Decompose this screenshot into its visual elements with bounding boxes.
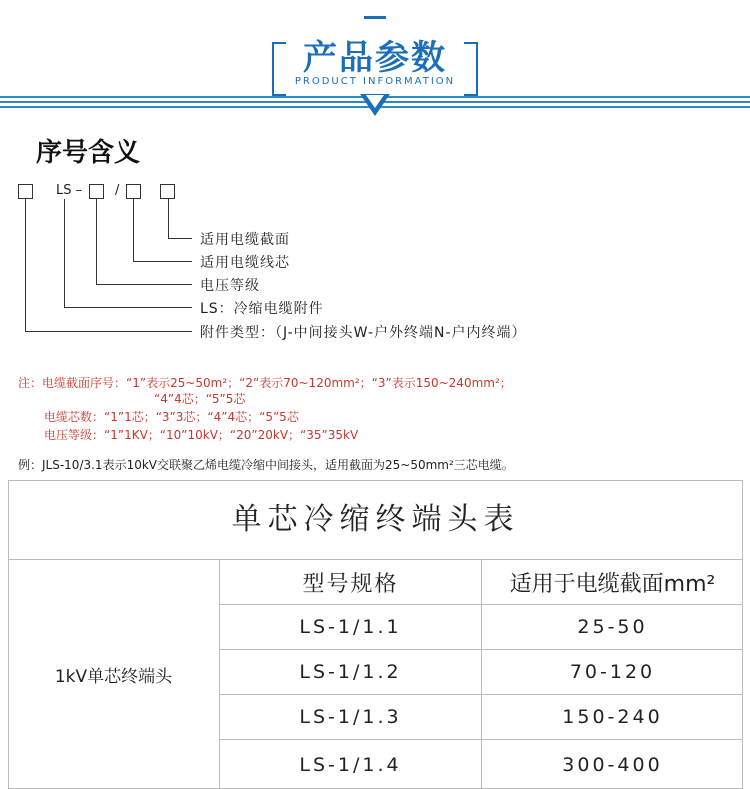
section-heading: 序号含义: [36, 138, 141, 168]
example-text: 例：JLS-10/3.1表示10kV交联聚乙烯电缆冷缩中间接头，适用截面为25~50mm²三芯电缆。: [18, 458, 514, 472]
cell-section: 70-120: [569, 661, 656, 683]
table-title: 单芯冷缩终端头表: [8, 480, 743, 560]
table-row-model: [220, 605, 482, 650]
table-row-model: [220, 740, 482, 789]
legend-item-type: 附件类型：（J-中间接头W-户外终端N-户内终端）: [200, 325, 527, 341]
code-box-type: [18, 184, 33, 199]
table-row-model: [220, 695, 482, 740]
table-row-section: [482, 605, 743, 650]
legend-item-voltage: 电压等级: [200, 278, 260, 294]
column-header-model: [220, 560, 482, 605]
table-row-section: [482, 740, 743, 789]
group-label-text: 1kV单芯终端头: [54, 667, 173, 687]
code-box-cores: [126, 184, 141, 199]
legend-item-section: 适用电缆截面: [200, 232, 290, 248]
cell-model: LS-1/1.3: [299, 706, 402, 728]
legend-item-cores: 适用电缆线芯: [200, 255, 290, 271]
note-line-3: 电缆芯数：“1”1芯；“3”3芯；“4”4芯；“5”5芯: [44, 410, 299, 424]
table-row-section: [482, 650, 743, 695]
code-box-section: [160, 184, 175, 199]
cell-section: 300-400: [562, 753, 663, 776]
note-line-2: “4”4芯；“5”5芯: [154, 392, 246, 406]
table-row-model: [220, 650, 482, 695]
table-row-section: [482, 695, 743, 740]
cell-section: 150-240: [562, 706, 663, 728]
column-header-model-text: 型号规格: [302, 571, 399, 597]
code-slash: /: [115, 183, 120, 198]
note-line-4: 电压等级：“1”1KV；“10”10kV；“20”20kV；“35”35kV: [44, 428, 359, 442]
cell-model: LS-1/1.2: [299, 661, 402, 683]
cell-model: LS-1/1.4: [299, 753, 402, 776]
table-group-label: [8, 560, 220, 789]
code-prefix: LS –: [56, 183, 83, 198]
column-header-section: [482, 560, 743, 605]
header-subtitle: PRODUCT INFORMATION: [294, 76, 456, 87]
code-box-voltage: [89, 184, 104, 199]
header-title: 产品参数: [303, 38, 447, 78]
cell-section: 25-50: [577, 616, 648, 638]
legend-item-ls: LS：冷缩电缆附件: [200, 301, 324, 317]
note-line-1: 注：电缆截面序号：“1”表示25~50m²；“2”表示70~120mm²；“3”表示150~240mm²；: [18, 376, 512, 390]
code-diagram: [0, 0, 750, 350]
column-header-section-text: 适用于电缆截面mm²: [509, 571, 716, 597]
cell-model: LS-1/1.1: [299, 616, 402, 638]
